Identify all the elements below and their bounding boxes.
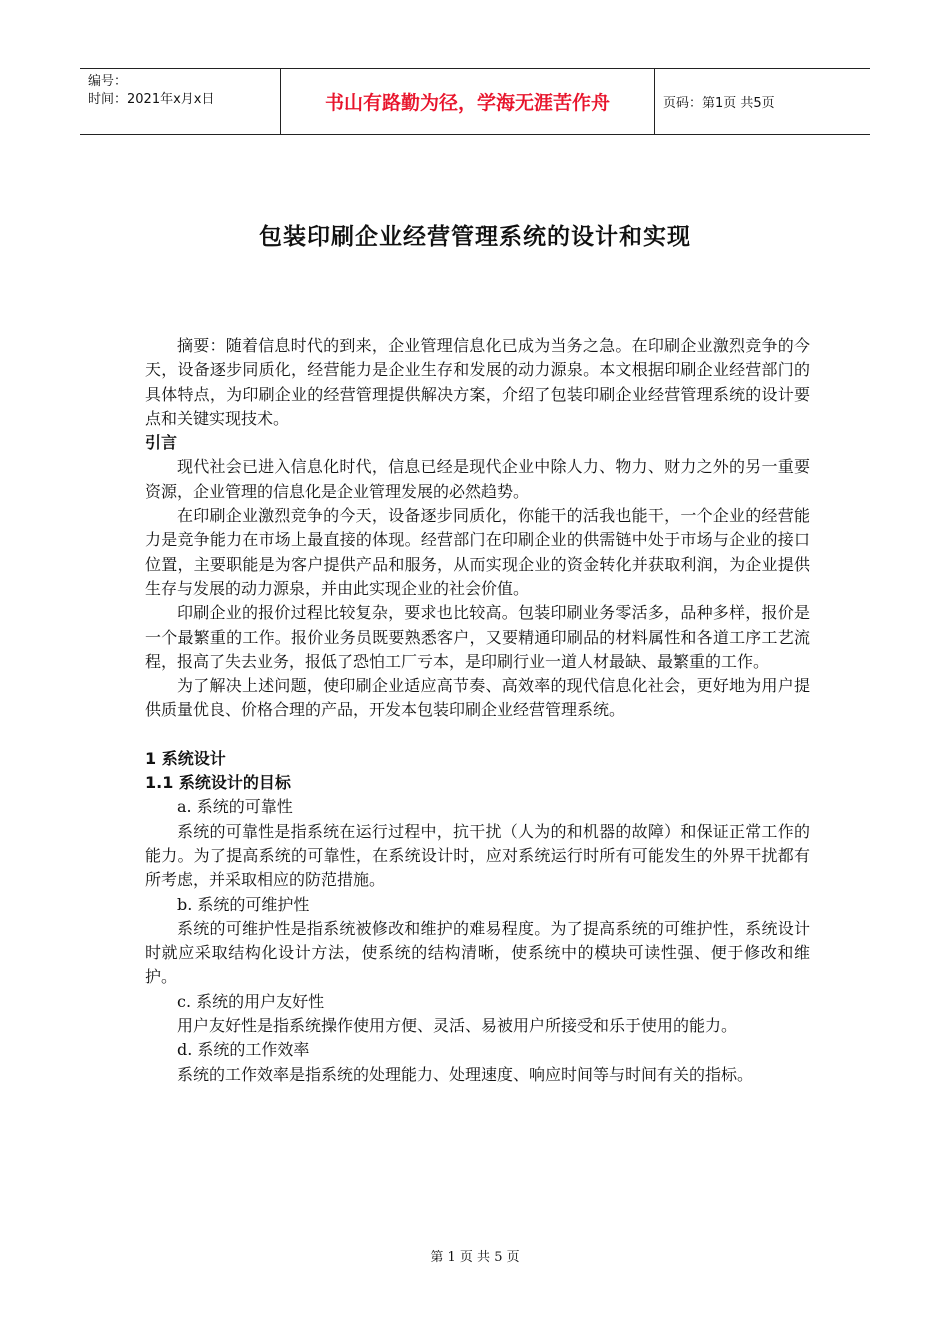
intro-paragraph-4: 为了解决上述问题，使印刷企业适应高节奏、高效率的现代信息化社会，更好地为用户提供质量优良、价格合理的产品，开发本包装印刷企业经营管理系统。 [145, 676, 810, 720]
section-spacer [145, 723, 810, 747]
page-footer: 第 1 页 共 5 页 [430, 1250, 520, 1265]
section-1-heading: 1 系统设计 [145, 748, 226, 768]
header-info [80, 69, 280, 134]
time-label: 时间：2021年x月x日 [88, 92, 215, 107]
item-d-text: 系统的工作效率是指系统的处理能力、处理速度、响应时间等与时间有关的指标。 [177, 1064, 754, 1084]
document-title: 包装印刷企业经营管理系统的设计和实现 [259, 224, 691, 250]
abstract-paragraph: 摘要：随着信息时代的到来，企业管理信息化已成为当务之急。在印刷企业激烈竞争的今天，设备逐步同质化，经营能力是企业生存和发展的动力源泉。本文根据印刷企业经营部门的具体特点，为印刷企业的经营管理提供解决方案，介绍了包装印刷企业经营管理系统的设计要点和关键实现技术。 [145, 336, 810, 428]
header-motto: 书山有路勤为径，学海无涯苦作舟 [280, 69, 655, 134]
document-body [145, 334, 810, 1087]
section-1-1-heading: 1.1 系统设计的目标 [145, 773, 291, 793]
item-b-text: 系统的可维护性是指系统被修改和维护的难易程度。为了提高系统的可维护性，系统设计时就应采取结构化设计方法，使系统的结构清晰，使系统中的模块可读性强、便于修改和维护。 [145, 918, 810, 987]
number-label: 编号： [88, 74, 128, 89]
item-c-label: c. 系统的用户友好性 [177, 991, 325, 1011]
item-a-text: 系统的可靠性是指系统在运行过程中，抗干扰（人为的和机器的故障）和保证正常工作的能力。为了提高系统的可靠性，在系统设计时，应对系统运行时所有可能发生的外界干扰都有所考虑，并采取相应的防范措施。 [145, 821, 810, 890]
item-a-label: a. 系统的可靠性 [177, 797, 293, 817]
intro-paragraph-3: 印刷企业的报价过程比较复杂，要求也比较高。包装印刷业务零活多，品种多样，报价是一个最繁重的工作。报价业务员既要熟悉客户，又要精通印刷品的材料属性和各道工序工艺流程，报高了失去业务，报低了恐怕工厂亏本，是印刷行业一道人材最缺、最繁重的工作。 [145, 603, 810, 671]
item-b-label: b. 系统的可维护性 [177, 894, 310, 914]
intro-paragraph-1: 现代社会已进入信息化时代，信息已经是现代企业中除人力、物力、财力之外的另一重要资源，企业管理的信息化是企业管理发展的必然趋势。 [145, 457, 810, 501]
header-page-code: 页码：第1页 共5页 [663, 96, 775, 111]
intro-paragraph-2: 在印刷企业激烈竞争的今天，设备逐步同质化，你能干的活我也能干，一个企业的经营能力是竞争能力在市场上最直接的体现。经营部门在印刷企业的供需链中处于市场与企业的接口位置，主要职能是为客户提供产品和服务，从而实现企业的资金转化并获取利润，为企业提供生存与发展的动力源泉，并由此实现企业的社会价值。 [145, 506, 810, 598]
item-c-text: 用户友好性是指系统操作使用方便、灵活、易被用户所接受和乐于使用的能力。 [177, 1016, 738, 1036]
page-header [80, 68, 870, 135]
intro-heading: 引言 [145, 433, 178, 453]
item-d-label: d. 系统的工作效率 [177, 1040, 310, 1060]
